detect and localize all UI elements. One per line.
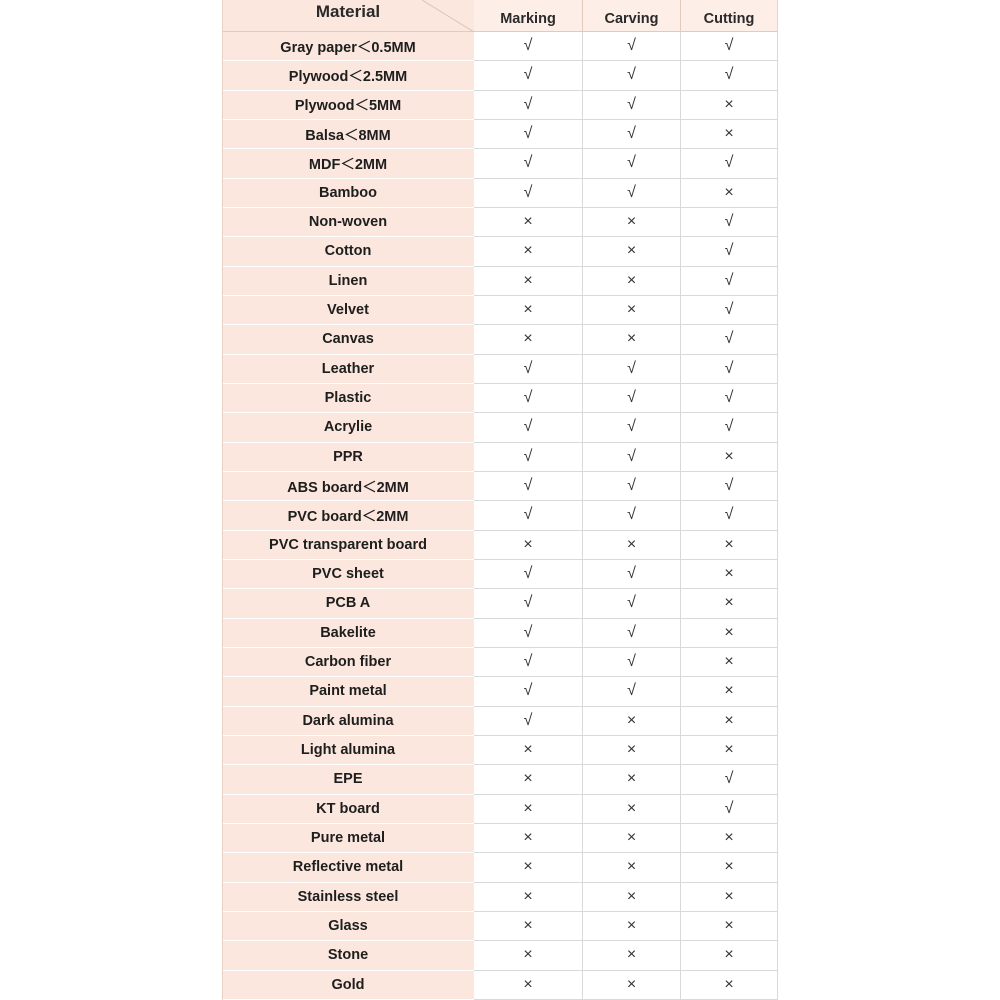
marking-support-cell: √	[474, 443, 583, 472]
cutting-support-cell: √	[681, 237, 778, 266]
marking-support-cell: √	[474, 120, 583, 149]
cutting-support-cell: √	[681, 384, 778, 413]
cutting-support-cell: √	[681, 296, 778, 325]
marking-support-cell: √	[474, 61, 583, 90]
marking-support-cell: ×	[474, 824, 583, 853]
carving-support-cell: √	[583, 589, 681, 618]
cutting-support-cell: ×	[681, 883, 778, 912]
marking-support-cell: ×	[474, 237, 583, 266]
header-material-cell	[222, 0, 474, 32]
material-name-cell: Paint metal	[222, 677, 474, 706]
carving-support-cell: √	[583, 32, 681, 61]
material-name-cell: Linen	[222, 267, 474, 296]
carving-support-cell: √	[583, 472, 681, 501]
carving-support-cell: √	[583, 501, 681, 530]
material-compatibility-sheet	[222, 0, 778, 1000]
cutting-support-cell: √	[681, 355, 778, 384]
header-material: Material	[315, 2, 381, 21]
cutting-support-cell: √	[681, 795, 778, 824]
cutting-support-cell: √	[681, 61, 778, 90]
marking-support-cell: ×	[474, 971, 583, 1000]
material-name-cell: PCB A	[222, 589, 474, 618]
carving-support-cell: ×	[583, 941, 681, 970]
cutting-support-cell: ×	[681, 531, 778, 560]
carving-support-cell: √	[583, 443, 681, 472]
material-name-cell: ABS board＜2MM	[222, 472, 474, 501]
material-name-cell: Pure metal	[222, 824, 474, 853]
cutting-support-cell: √	[681, 472, 778, 501]
marking-support-cell: ×	[474, 208, 583, 237]
marking-support-cell: ×	[474, 736, 583, 765]
cutting-support-cell: √	[681, 208, 778, 237]
carving-support-cell: √	[583, 179, 681, 208]
cutting-support-cell: ×	[681, 443, 778, 472]
marking-support-cell: √	[474, 355, 583, 384]
material-name-cell: Carbon fiber	[222, 648, 474, 677]
marking-support-cell: ×	[474, 853, 583, 882]
carving-support-cell: ×	[583, 853, 681, 882]
cutting-support-cell: ×	[681, 648, 778, 677]
cutting-support-cell: √	[681, 325, 778, 354]
material-name-cell: Stainless steel	[222, 883, 474, 912]
carving-support-cell: ×	[583, 707, 681, 736]
carving-support-cell: √	[583, 677, 681, 706]
header-carving: Carving	[583, 0, 681, 32]
carving-support-cell: ×	[583, 765, 681, 794]
cutting-support-cell: ×	[681, 824, 778, 853]
marking-support-cell: √	[474, 384, 583, 413]
cutting-support-cell: ×	[681, 912, 778, 941]
marking-support-cell: ×	[474, 531, 583, 560]
cutting-support-cell: ×	[681, 120, 778, 149]
cutting-support-cell: ×	[681, 941, 778, 970]
cutting-support-cell: ×	[681, 707, 778, 736]
material-name-cell: Acrylie	[222, 413, 474, 442]
material-name-cell: Plywood＜2.5MM	[222, 61, 474, 90]
cutting-support-cell: ×	[681, 853, 778, 882]
carving-support-cell: ×	[583, 237, 681, 266]
carving-support-cell: √	[583, 648, 681, 677]
material-name-cell: PVC board＜2MM	[222, 501, 474, 530]
marking-support-cell: ×	[474, 912, 583, 941]
marking-support-cell: √	[474, 707, 583, 736]
header-marking: Marking	[474, 0, 583, 32]
carving-support-cell: ×	[583, 208, 681, 237]
cutting-support-cell: ×	[681, 677, 778, 706]
marking-support-cell: ×	[474, 267, 583, 296]
material-name-cell: Velvet	[222, 296, 474, 325]
carving-support-cell: ×	[583, 971, 681, 1000]
carving-support-cell: √	[583, 61, 681, 90]
cutting-support-cell: √	[681, 32, 778, 61]
material-name-cell: Glass	[222, 912, 474, 941]
marking-support-cell: √	[474, 619, 583, 648]
cutting-support-cell: ×	[681, 179, 778, 208]
material-name-cell: Balsa＜8MM	[222, 120, 474, 149]
marking-support-cell: √	[474, 472, 583, 501]
material-table	[222, 0, 778, 1000]
marking-support-cell: √	[474, 589, 583, 618]
carving-support-cell: √	[583, 120, 681, 149]
carving-support-cell: ×	[583, 912, 681, 941]
carving-support-cell: √	[583, 619, 681, 648]
marking-support-cell: ×	[474, 325, 583, 354]
marking-support-cell: ×	[474, 296, 583, 325]
carving-support-cell: ×	[583, 824, 681, 853]
material-name-cell: Cotton	[222, 237, 474, 266]
marking-support-cell: √	[474, 91, 583, 120]
material-name-cell: Non-woven	[222, 208, 474, 237]
marking-support-cell: √	[474, 179, 583, 208]
marking-support-cell: ×	[474, 765, 583, 794]
material-name-cell: Leather	[222, 355, 474, 384]
carving-support-cell: √	[583, 355, 681, 384]
material-name-cell: KT board	[222, 795, 474, 824]
material-name-cell: EPE	[222, 765, 474, 794]
marking-support-cell: √	[474, 501, 583, 530]
header-diagonal-divider	[422, 0, 474, 32]
cutting-support-cell: ×	[681, 589, 778, 618]
material-name-cell: Reflective metal	[222, 853, 474, 882]
material-name-cell: Gold	[222, 971, 474, 1000]
carving-support-cell: √	[583, 560, 681, 589]
material-name-cell: PVC sheet	[222, 560, 474, 589]
marking-support-cell: ×	[474, 795, 583, 824]
carving-support-cell: ×	[583, 795, 681, 824]
marking-support-cell: √	[474, 677, 583, 706]
carving-support-cell: ×	[583, 267, 681, 296]
carving-support-cell: ×	[583, 296, 681, 325]
material-name-cell: Dark alumina	[222, 707, 474, 736]
marking-support-cell: ×	[474, 941, 583, 970]
carving-support-cell: ×	[583, 325, 681, 354]
material-name-cell: Stone	[222, 941, 474, 970]
cutting-support-cell: ×	[681, 91, 778, 120]
carving-support-cell: ×	[583, 531, 681, 560]
material-name-cell: Plywood＜5MM	[222, 91, 474, 120]
cutting-support-cell: √	[681, 501, 778, 530]
material-name-cell: MDF＜2MM	[222, 149, 474, 178]
marking-support-cell: √	[474, 648, 583, 677]
material-name-cell: Canvas	[222, 325, 474, 354]
carving-support-cell: √	[583, 384, 681, 413]
material-name-cell: PPR	[222, 443, 474, 472]
material-name-cell: Gray paper＜0.5MM	[222, 32, 474, 61]
cutting-support-cell: ×	[681, 736, 778, 765]
cutting-support-cell: ×	[681, 560, 778, 589]
material-name-cell: Plastic	[222, 384, 474, 413]
carving-support-cell: √	[583, 149, 681, 178]
header-cutting: Cutting	[681, 0, 778, 32]
marking-support-cell: √	[474, 560, 583, 589]
carving-support-cell: ×	[583, 736, 681, 765]
cutting-support-cell: √	[681, 149, 778, 178]
marking-support-cell: √	[474, 149, 583, 178]
material-name-cell: PVC transparent board	[222, 531, 474, 560]
cutting-support-cell: √	[681, 413, 778, 442]
cutting-support-cell: ×	[681, 971, 778, 1000]
material-name-cell: Bamboo	[222, 179, 474, 208]
material-name-cell: Light alumina	[222, 736, 474, 765]
carving-support-cell: √	[583, 413, 681, 442]
carving-support-cell: √	[583, 91, 681, 120]
cutting-support-cell: √	[681, 267, 778, 296]
marking-support-cell: √	[474, 413, 583, 442]
marking-support-cell: ×	[474, 883, 583, 912]
cutting-support-cell: ×	[681, 619, 778, 648]
cutting-support-cell: √	[681, 765, 778, 794]
marking-support-cell: √	[474, 32, 583, 61]
material-name-cell: Bakelite	[222, 619, 474, 648]
carving-support-cell: ×	[583, 883, 681, 912]
